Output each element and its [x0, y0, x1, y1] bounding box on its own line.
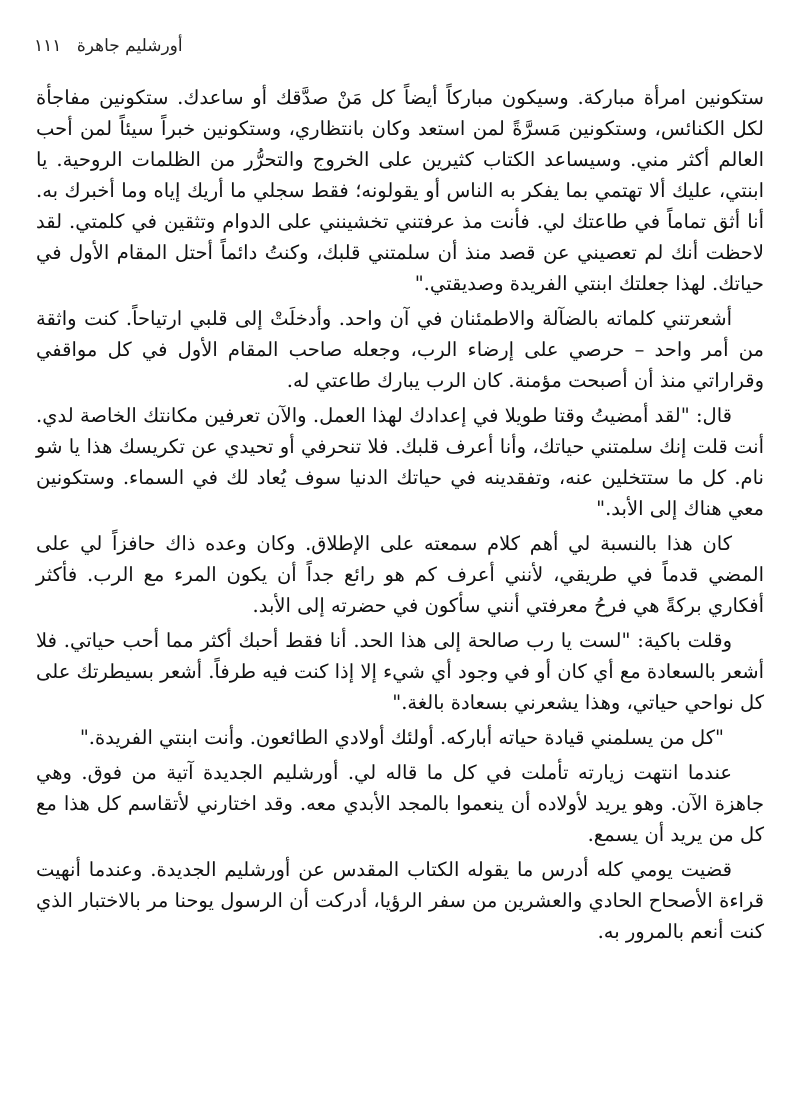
paragraph-4: كان هذا بالنسبة لي أهم كلام سمعته على الإطلاق. وكان وعده ذاك حافزاً لي على المضي قدماً في طريقي، لأنني أعرف كم هو رائع جداً أن يكون المرء مع الرب. فأكثر أفكاري بركةً هي فرحُ معرفتي أنني سأكون في حضرته إلى الأبد. [36, 532, 764, 617]
paragraph-5: وقلت باكية: "لست يا رب صالحة إلى هذا الحد. أنا فقط أحبك أكثر مما أحب حياتي. فلا أشعر بالسعادة مع أي كان أو في وجود أي شيء إلا إذا كنت فيه طرفاً. أشعر بسيطرتك على كل نواحي حياتي، وهذا يشعرني بسعادة بالغة." [36, 629, 764, 714]
paragraph-3: قال: "لقد أمضيتُ وقتا طويلا في إعدادك لهذا العمل. والآن تعرفين مكانتك الخاصة لدي. أنت قلت إنك سلمتني حياتك، وأنا أعرف قلبك. فلا تنحرفي أو تحيدي عن تكريسك هذا يا شو نام. كل ما ستتخلين عنه، وتفقدينه في حياتك الدنيا سوف يُعاد لك في السماء. وستكونين معي هناك إلى الأبد." [36, 404, 764, 520]
paragraph-1: ستكونين امرأة مباركة. وسيكون مباركاً أيضاً كل مَنْ صدَّقك أو ساعدك. ستكونين مفاجأة لكل الكنائس، وستكونين مَسرَّةً لمن استعد وكان بانتظاري، وستكونين خبراً سيئاً لمن أحب العالم أكثر مني. وسيساعد الكتاب كثيرين على الخروج والتحرُّر من الظلمات الروحية. يا ابنتي، عليك ألا تهتمي بما يفكر به الناس أو يقولونه؛ فقط سجلي ما أريك إياه وما أخبرك به. أنا أثق تماماً في طاعتك لي. فأنت مذ عرفتني تخشينني على الدوام وتثقين في كلمتي. لقد لاحظت أنك لم تعصيني عن قصد منذ أن سلمتني قلبك، وكنتُ دائماً أحتل المقام الأول في حياتك. لهذا جعلتك ابنتي الفريدة وصديقتي." [36, 86, 764, 295]
page-number: ١١١ [34, 36, 62, 56]
paragraph-6: "كل من يسلمني قيادة حياته أباركه. أولئك أولادي الطائعون. وأنت ابنتي الفريدة." [79, 726, 724, 749]
paragraph-8: قضيت يومي كله أدرس ما يقوله الكتاب المقدس عن أورشليم الجديدة. وعندما أنهيت قراءة الأصحاح الحادي والعشرين من سفر الرؤيا، أدركت أن الرسول يوحنا مر بالاختبار الذي كنت أنعم بالمرور به. [36, 858, 764, 943]
paragraph-7: عندما انتهت زيارته تأملت في كل ما قاله لي. أورشليم الجديدة آتية من فوق. وهي جاهزة الآن. وهو يريد لأولاده أن ينعموا بالمجد الأبدي معه. وقد اختارني لأتقاسم كل هذا مع كل من يريد أن يسمع. [36, 761, 764, 846]
body-text [36, 82, 764, 951]
running-title: أورشليم جاهرة [76, 36, 183, 56]
running-head [34, 36, 183, 56]
paragraph-2: أشعرتني كلماته بالضآلة والاطمئنان في آن واحد. وأدخلَتْ إلى قلبي ارتياحاً. كنت واثقة من أمر واحد – حرصي على إرضاء الرب، وجعله صاحب المقام الأول في كل مواقفي وقراراتي منذ أن أصبحت مؤمنة. كان الرب يبارك طاعتي له. [36, 307, 764, 392]
